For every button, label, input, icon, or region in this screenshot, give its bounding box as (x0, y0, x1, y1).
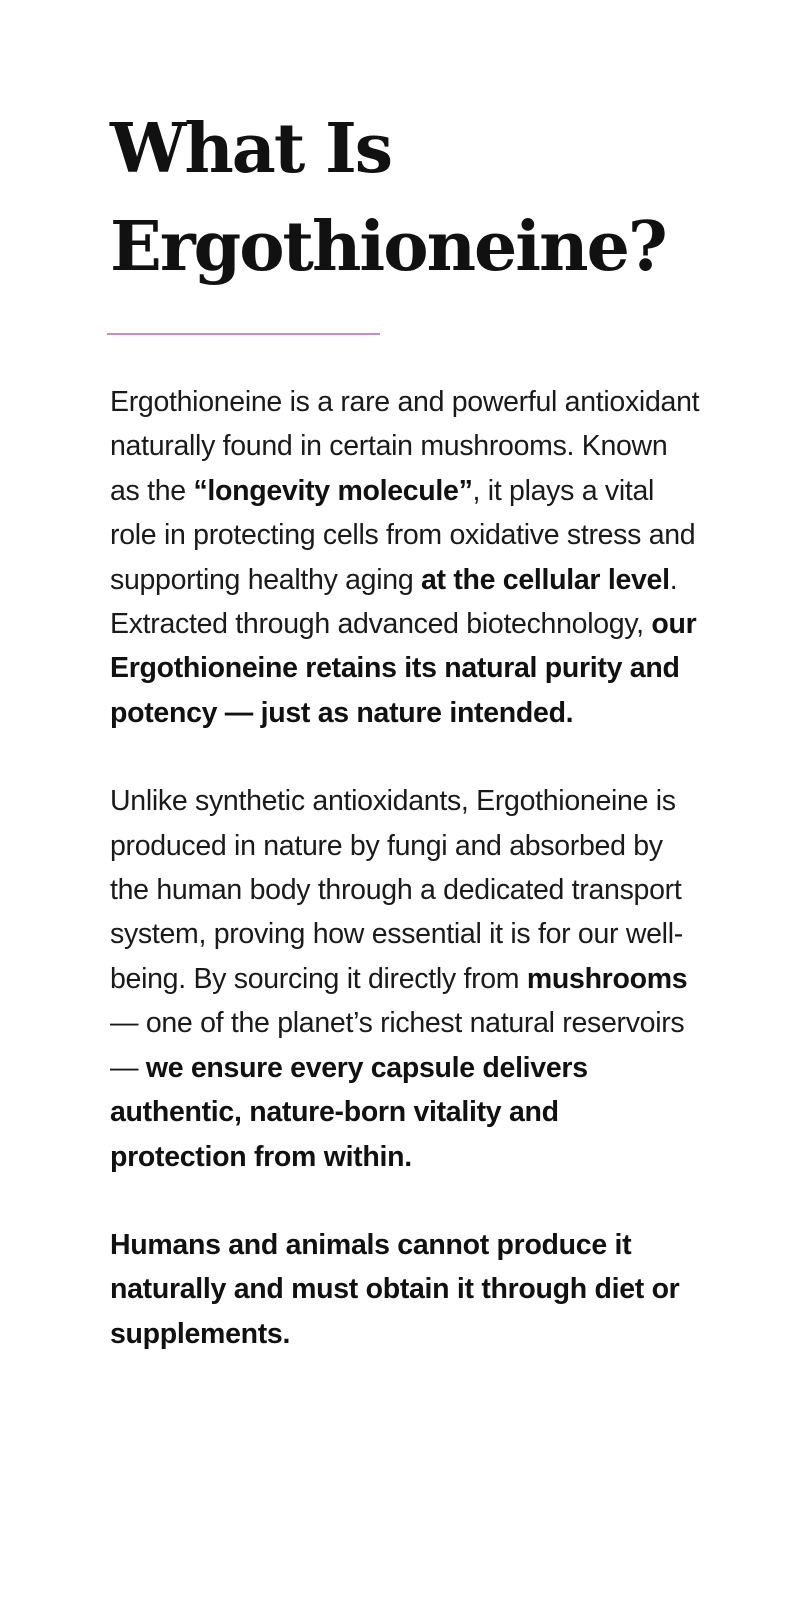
paragraph-intro (110, 380, 702, 735)
page-title (110, 100, 710, 296)
title-divider (107, 333, 380, 335)
purity-emphasis: our Ergothioneine retains its natural purity and potency — just as nature intended. (110, 608, 697, 729)
paragraph-source-text-2: — one of the planet’s richest natural reservoirs — (110, 1007, 685, 1084)
longevity-molecule-emphasis: “longevity molecule” (193, 474, 473, 507)
mushrooms-emphasis: mushrooms (526, 962, 688, 995)
paragraph-intro-text-2: , it plays a vital role in protecting cells from oxidative stress and supporting healthy aging (110, 474, 696, 596)
cellular-level-emphasis: at the cellular level (420, 563, 670, 596)
paragraph-diet-note (110, 1223, 702, 1356)
paragraph-source (110, 779, 702, 1179)
paragraph-source-text-1: Unlike synthetic antioxidants, Ergothioneine is produced in nature by fungi and absorbed by the human body through a dedicated transport system, proving how essential it is for our well-being. By sourcing it directly from (110, 785, 683, 995)
title-line-2: Ergothioneine? (110, 207, 666, 287)
body-text (110, 380, 702, 1400)
diet-note-emphasis: Humans and animals cannot produce it naturally and must obtain it through diet or supplements. (110, 1228, 680, 1350)
paragraph-intro-text-3: . Extracted through advanced biotechnology, (110, 563, 678, 641)
title-line-1: What Is (110, 109, 392, 189)
capsule-emphasis: we ensure every capsule delivers authentic, nature-born vitality and protection from within. (110, 1051, 588, 1173)
paragraph-intro-text-1: Ergothioneine is a rare and powerful antioxidant naturally found in certain mushrooms. Known as the (110, 386, 700, 507)
